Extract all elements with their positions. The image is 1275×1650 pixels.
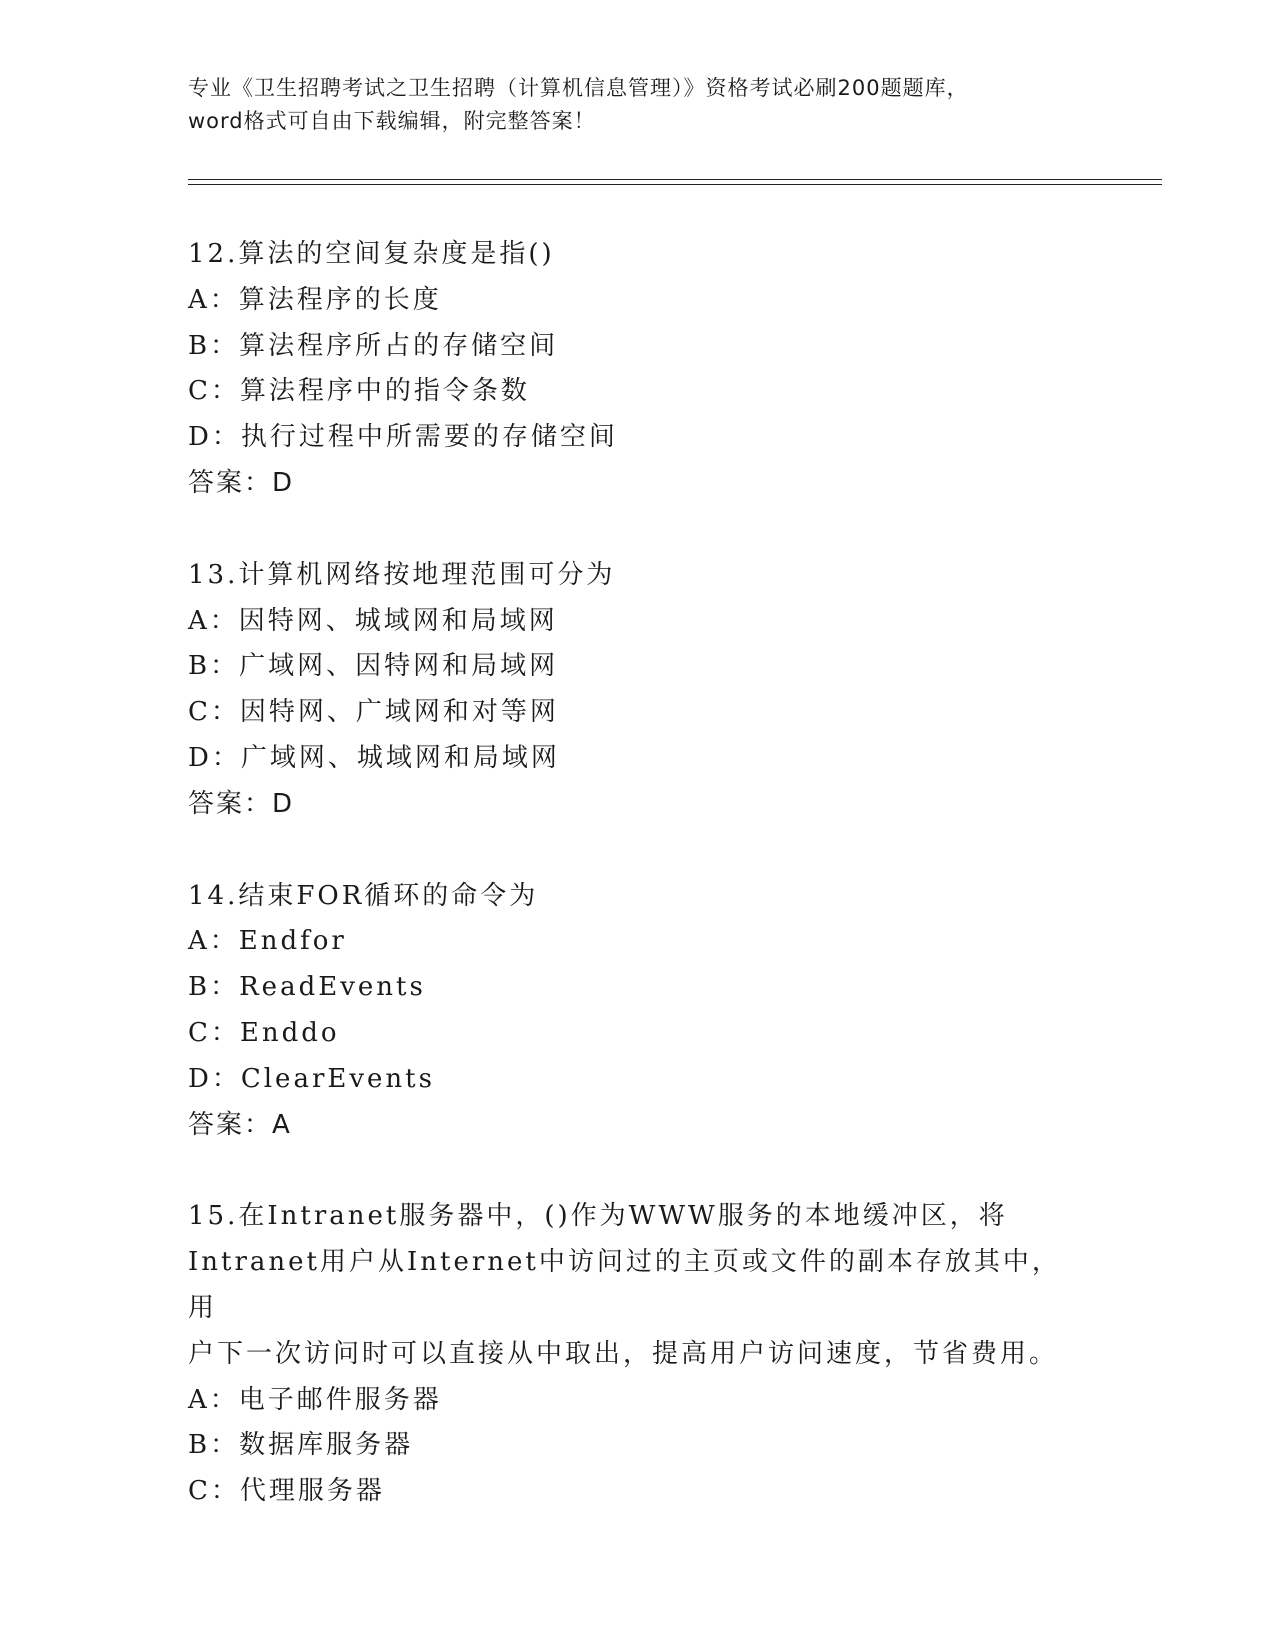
- question-13: [188, 553, 1088, 828]
- question-stem-line-1: 15.在Intranet服务器中，()作为WWW服务的本地缓冲区，将: [188, 1201, 1008, 1232]
- option-a: A：电子邮件服务器: [188, 1384, 442, 1415]
- document-header: [188, 72, 1088, 138]
- question-list: [188, 232, 1088, 1561]
- question-stem-line-2: Intranet用户从Internet中访问过的主页或文件的副本存放其中，用: [188, 1247, 1061, 1323]
- header-divider-top: [188, 179, 1162, 180]
- question-stem: 14.结束FOR循环的命令为: [188, 880, 539, 911]
- header-title-line-1: 专业《卫生招聘考试之卫生招聘（计算机信息管理）》资格考试必刷200题题库，: [188, 76, 969, 100]
- option-d: D：广域网、城域网和局域网: [188, 742, 560, 773]
- question-15: [188, 1194, 1088, 1515]
- answer-line: 答案：D: [188, 467, 295, 498]
- option-b: B：算法程序所占的存储空间: [188, 330, 559, 361]
- answer-line: 答案：A: [188, 1109, 292, 1140]
- header-title-line-2: word格式可自由下载编辑，附完整答案！: [188, 109, 596, 133]
- answer-line: 答案：D: [188, 788, 295, 819]
- option-c: C：Enddo: [188, 1017, 340, 1048]
- question-stem-line-3: 户下一次访问时可以直接从中取出，提高用户访问速度，节省费用。: [188, 1338, 1059, 1369]
- question-12: [188, 232, 1088, 507]
- option-c: C：因特网、广域网和对等网: [188, 697, 559, 728]
- option-c: C：代理服务器: [188, 1476, 385, 1507]
- option-a: A：算法程序的长度: [188, 284, 442, 315]
- option-c: C：算法程序中的指令条数: [188, 376, 530, 407]
- question-stem: 13.计算机网络按地理范围可分为: [188, 559, 616, 590]
- question-14: [188, 874, 1088, 1149]
- option-d: D：执行过程中所需要的存储空间: [188, 422, 618, 453]
- option-b: B：广域网、因特网和局域网: [188, 651, 559, 682]
- question-stem: 12.算法的空间复杂度是指(): [188, 239, 555, 269]
- option-b: B：ReadEvents: [188, 972, 426, 1003]
- option-b: B：数据库服务器: [188, 1430, 414, 1461]
- header-divider-bottom: [188, 184, 1162, 185]
- option-a: A：因特网、城域网和局域网: [188, 605, 558, 636]
- option-d: D：ClearEvents: [188, 1063, 435, 1094]
- option-a: A：Endfor: [188, 926, 347, 957]
